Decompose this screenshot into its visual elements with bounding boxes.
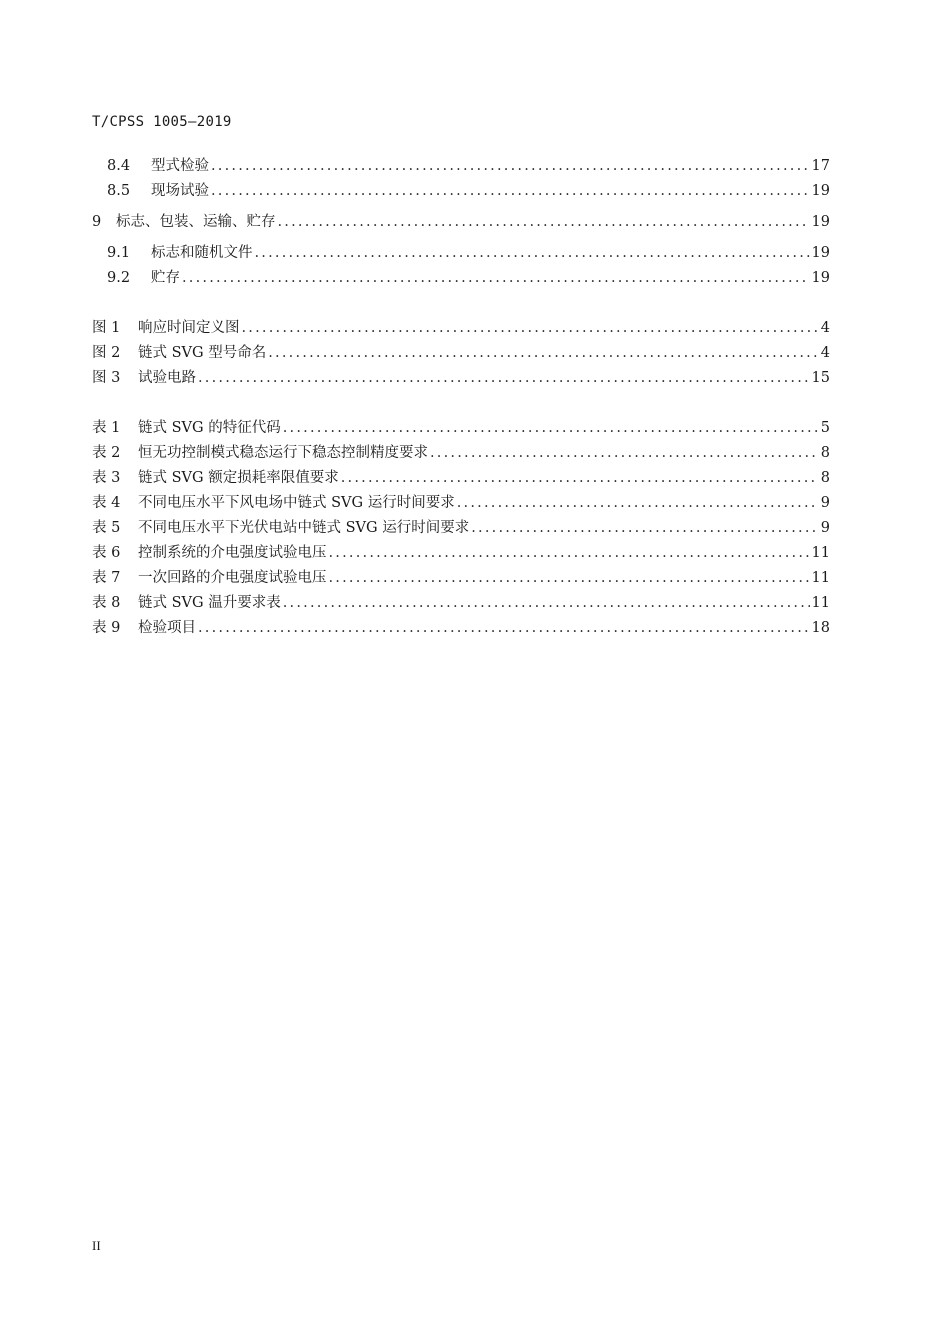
toc-entry-number: 表 4 (92, 495, 121, 511)
toc-leader-dots (242, 320, 819, 336)
toc-leader-dots (278, 214, 810, 230)
toc-table-9[interactable] (92, 616, 830, 636)
toc-entry-8-5[interactable] (107, 179, 830, 199)
toc-leader-dots (457, 495, 818, 511)
toc-entry-number: 表 5 (92, 520, 121, 536)
toc-entry-page: 11 (811, 545, 830, 561)
toc-entry-title: 链式 SVG 温升要求表 (138, 595, 281, 611)
toc-leader-dots (283, 595, 810, 611)
toc-table-8[interactable] (92, 591, 830, 611)
toc-entry-9-1[interactable] (107, 241, 830, 261)
toc-figure-3[interactable] (92, 366, 830, 386)
toc-entry-title: 一次回路的介电强度试验电压 (138, 570, 327, 586)
toc-entry-page: 17 (811, 158, 830, 174)
toc-entry-page: 11 (811, 595, 830, 611)
toc-leader-dots (198, 370, 810, 386)
toc-leader-dots (430, 445, 818, 461)
toc-entry-page: 8 (820, 470, 830, 486)
toc-leader-dots (329, 570, 810, 586)
toc-entry-number: 表 7 (92, 570, 121, 586)
toc-leader-dots (329, 545, 810, 561)
toc-entry-page: 9 (820, 495, 830, 511)
toc-table-4[interactable] (92, 491, 830, 511)
toc-entry-page: 15 (811, 370, 830, 386)
toc-entry-number: 表 2 (92, 445, 121, 461)
toc-leader-dots (283, 420, 818, 436)
toc-figure-2[interactable] (92, 341, 830, 361)
toc-entry-page: 9 (820, 520, 830, 536)
toc-entry-number: 图 2 (92, 345, 121, 361)
toc-entry-number: 8.5 (107, 183, 131, 199)
toc-table-6[interactable] (92, 541, 830, 561)
toc-entry-page: 19 (811, 245, 830, 261)
toc-entry-page: 8 (820, 445, 830, 461)
toc-table-1[interactable] (92, 416, 830, 436)
toc-entry-number: 表 8 (92, 595, 121, 611)
toc-entry-number: 8.4 (107, 158, 131, 174)
toc-entry-title: 恒无功控制模式稳态运行下稳态控制精度要求 (138, 445, 428, 461)
toc-leader-dots (255, 245, 810, 261)
toc-entry-number: 图 1 (92, 320, 121, 336)
toc-leader-dots (471, 520, 818, 536)
toc-entry-title: 试验电路 (138, 370, 196, 386)
toc-entry-page: 18 (811, 620, 830, 636)
toc-entry-page: 19 (811, 183, 830, 199)
toc-leader-dots (211, 183, 810, 199)
toc-table-5[interactable] (92, 516, 830, 536)
toc-entry-title: 型式检验 (151, 158, 209, 174)
toc-figure-1[interactable] (92, 316, 830, 336)
toc-entry-page: 5 (820, 420, 830, 436)
toc-table-3[interactable] (92, 466, 830, 486)
toc-entry-page: 11 (811, 570, 830, 586)
toc-table-2[interactable] (92, 441, 830, 461)
toc-entry-title: 标志、包装、运输、贮存 (116, 214, 276, 230)
toc-table-7[interactable] (92, 566, 830, 586)
toc-entry-8-4[interactable] (107, 154, 830, 174)
toc-entry-title: 标志和随机文件 (151, 245, 253, 261)
toc-entry-page: 19 (811, 270, 830, 286)
toc-entry-page: 4 (820, 320, 830, 336)
toc-entry-title: 不同电压水平下光伏电站中链式 SVG 运行时间要求 (138, 520, 470, 536)
toc-entry-9-2[interactable] (107, 266, 830, 286)
toc-leader-dots (211, 158, 810, 174)
toc-entry-number: 表 6 (92, 545, 121, 561)
toc-leader-dots (182, 270, 810, 286)
toc-leader-dots (198, 620, 810, 636)
toc-entry-title: 链式 SVG 额定损耗率限值要求 (138, 470, 339, 486)
page-number-footer: II (92, 1238, 101, 1253)
toc-entry-title: 贮存 (151, 270, 180, 286)
document-id-header: T/CPSS 1005—2019 (92, 114, 232, 130)
toc-entry-page: 4 (820, 345, 830, 361)
toc-entry-number: 9 (92, 214, 102, 230)
toc-entry-page: 19 (811, 214, 830, 230)
toc-entry-title: 现场试验 (151, 183, 209, 199)
toc-entry-title: 链式 SVG 的特征代码 (138, 420, 281, 436)
toc-entry-number: 图 3 (92, 370, 121, 386)
toc-leader-dots (341, 470, 818, 486)
toc-entry-9[interactable] (92, 210, 830, 230)
toc-entry-title: 响应时间定义图 (138, 320, 240, 336)
toc-entry-title: 检验项目 (138, 620, 196, 636)
toc-entry-title: 控制系统的介电强度试验电压 (138, 545, 327, 561)
toc-leader-dots (268, 345, 818, 361)
toc-entry-number: 9.2 (107, 270, 131, 286)
toc-entry-title: 链式 SVG 型号命名 (138, 345, 267, 361)
toc-entry-title: 不同电压水平下风电场中链式 SVG 运行时间要求 (138, 495, 455, 511)
toc-entry-number: 表 9 (92, 620, 121, 636)
toc-entry-number: 9.1 (107, 245, 131, 261)
toc-entry-number: 表 3 (92, 470, 121, 486)
toc-entry-number: 表 1 (92, 420, 121, 436)
